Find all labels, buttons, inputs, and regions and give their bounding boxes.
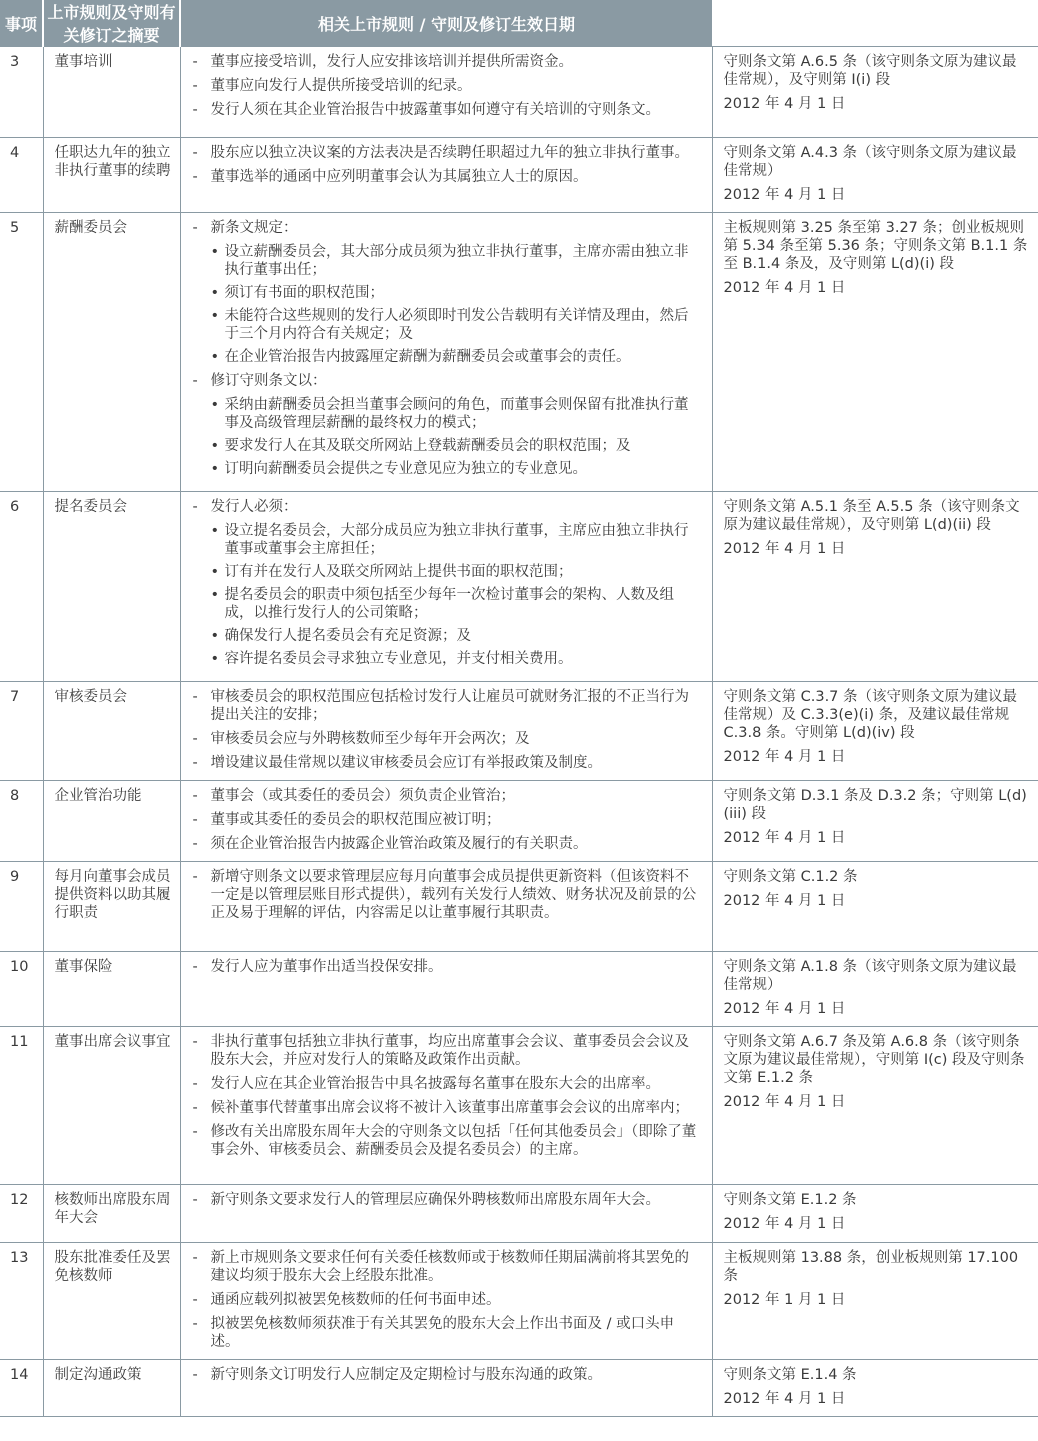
summary-point xyxy=(193,101,702,119)
rule-text: 守则条文第 C.3.7 条（该守则条文原为建议最佳常规）及 C.3.3(e)(i) 条，及建议最佳常规 C.3.8 条。守则第 L(d)(iv) 段 xyxy=(723,689,1018,741)
summary-point xyxy=(193,958,702,976)
summary-list xyxy=(193,688,702,772)
sub-bullet: • 确保发行人提名委员会有充足资源；及 xyxy=(211,627,702,645)
summary-point xyxy=(193,372,702,478)
summary-point xyxy=(193,787,702,805)
summary-point-text: 发行人应在其企业管治报告中具名披露每名董事在股东大会的出席率。 xyxy=(210,1076,660,1092)
rule-text: 守则条文第 E.1.4 条 xyxy=(723,1367,857,1383)
row-summary xyxy=(180,952,712,1027)
effective-date: 2012 年 1 月 1 日 xyxy=(723,1292,846,1308)
effective-date: 2012 年 4 月 1 日 xyxy=(723,187,846,203)
sub-bullet: • 未能符合这些规则的发行人必须即时刊发公告载明有关详情及理由，然后于三个月内符合有关规定；及 xyxy=(211,307,702,343)
summary-point-text: 增设建议最佳常规以建议审核委员会应订有举报政策及制度。 xyxy=(210,755,602,771)
row-number: 4 xyxy=(0,138,43,213)
effective-date: 2012 年 4 月 1 日 xyxy=(723,1094,846,1110)
row-rule xyxy=(712,682,1038,781)
summary-point xyxy=(193,1315,702,1351)
row-number: 14 xyxy=(0,1360,43,1417)
table-row xyxy=(0,138,1038,213)
row-item: 股东批准委任及罢免核数师 xyxy=(43,1243,180,1360)
sub-bullet: • 订明向薪酬委员会提供之专业意见应为独立的专业意见。 xyxy=(211,460,702,478)
effective-date: 2012 年 4 月 1 日 xyxy=(723,1391,846,1407)
sub-bullet-list xyxy=(211,522,702,668)
summary-point-text: 发行人须在其企业管治报告中披露董事如何遵守有关培训的守则条文。 xyxy=(210,102,660,118)
sub-bullet: • 提名委员会的职责中须包括至少每年一次检讨董事会的架构、人数及组成，以推行发行人的公司策略； xyxy=(211,586,702,622)
summary-list xyxy=(193,958,702,976)
table-row xyxy=(0,1185,1038,1243)
row-item: 董事培训 xyxy=(43,47,180,138)
summary-point xyxy=(193,1291,702,1309)
row-number: 9 xyxy=(0,862,43,952)
row-summary xyxy=(180,138,712,213)
row-rule xyxy=(712,781,1038,862)
summary-list xyxy=(193,1249,702,1351)
sub-bullet: • 在企业管治报告内披露厘定薪酬为薪酬委员会或董事会的责任。 xyxy=(211,348,702,366)
summary-list xyxy=(193,868,702,922)
summary-point-text: 修订守则条文以： xyxy=(210,373,327,389)
table-row xyxy=(0,862,1038,952)
rule-text: 主板规则第 13.88 条，创业板规则第 17.100 条 xyxy=(723,1250,1019,1284)
summary-point xyxy=(193,498,702,668)
row-item: 董事出席会议事宜 xyxy=(43,1027,180,1185)
row-number: 3 xyxy=(0,47,43,138)
summary-list xyxy=(193,1033,702,1159)
table-body xyxy=(0,47,1038,1417)
row-number: 7 xyxy=(0,682,43,781)
summary-point-text: 董事应接受培训，发行人应安排该培训并提供所需资金。 xyxy=(210,54,573,70)
row-summary xyxy=(180,1243,712,1360)
rule-text: 守则条文第 E.1.2 条 xyxy=(723,1192,857,1208)
rule-text: 守则条文第 D.3.1 条及 D.3.2 条；守则第 L(d)(iii) 段 xyxy=(723,788,1027,822)
row-item: 薪酬委员会 xyxy=(43,213,180,492)
summary-point-text: 新守则条文要求发行人的管理层应确保外聘核数师出席股东周年大会。 xyxy=(210,1192,660,1208)
row-item: 制定沟通政策 xyxy=(43,1360,180,1417)
table-header-row xyxy=(0,0,1038,47)
row-item: 每月向董事会成员提供资料以助其履行职责 xyxy=(43,862,180,952)
row-rule xyxy=(712,952,1038,1027)
header-rule: 相关上市规则 / 守则及修订生效日期 xyxy=(180,0,712,47)
summary-point-text: 审核委员会应与外聘核数师至少每年开会两次；及 xyxy=(210,731,530,747)
table-row xyxy=(0,492,1038,682)
table-row xyxy=(0,682,1038,781)
sub-bullet: • 须订有书面的职权范围； xyxy=(211,284,702,302)
summary-point-text: 候补董事代替董事出席会议将不被计入该董事出席董事会会议的出席率内； xyxy=(210,1100,689,1116)
row-summary xyxy=(180,1185,712,1243)
summary-list xyxy=(193,1191,702,1209)
summary-point-text: 董事或其委任的委员会的职权范围应被订明； xyxy=(210,812,501,828)
summary-point xyxy=(193,144,702,162)
row-number: 10 xyxy=(0,952,43,1027)
row-rule xyxy=(712,47,1038,138)
summary-point xyxy=(193,1191,702,1209)
summary-list xyxy=(193,53,702,119)
row-item: 核数师出席股东周年大会 xyxy=(43,1185,180,1243)
rule-text: 守则条文第 A.4.3 条（该守则条文原为建议最佳常规） xyxy=(723,145,1017,179)
row-summary xyxy=(180,1360,712,1417)
summary-point xyxy=(193,77,702,95)
row-item: 提名委员会 xyxy=(43,492,180,682)
summary-point-text: 发行人应为董事作出适当投保安排。 xyxy=(210,959,443,975)
row-number: 12 xyxy=(0,1185,43,1243)
summary-point xyxy=(193,811,702,829)
row-item: 任职达九年的独立非执行董事的续聘 xyxy=(43,138,180,213)
summary-point-text: 通函应载列拟被罢免核数师的任何书面申述。 xyxy=(210,1292,501,1308)
row-rule xyxy=(712,1243,1038,1360)
summary-point-text: 拟被罢免核数师须获准于有关其罢免的股东大会上作出书面及 / 或口头申述。 xyxy=(210,1316,675,1350)
summary-point xyxy=(193,219,702,366)
summary-point xyxy=(193,1099,702,1117)
effective-date: 2012 年 4 月 1 日 xyxy=(723,893,846,909)
summary-point xyxy=(193,754,702,772)
rule-text: 守则条文第 A.6.5 条（该守则条文原为建议最佳常规），及守则第 I(i) 段 xyxy=(723,54,1017,88)
summary-list xyxy=(193,787,702,853)
summary-point-text: 新上市规则条文要求任何有关委任核数师或于核数师任期届满前将其罢免的建议均须于股东大会上经股东批准。 xyxy=(210,1250,689,1284)
row-summary xyxy=(180,1027,712,1185)
rule-text: 守则条文第 A.6.7 条及第 A.6.8 条（该守则条文原为建议最佳常规），守则第 I(c) 段及守则条文第 E.1.2 条 xyxy=(723,1034,1025,1086)
table-row xyxy=(0,1360,1038,1417)
row-summary xyxy=(180,682,712,781)
effective-date: 2012 年 4 月 1 日 xyxy=(723,280,846,296)
row-item: 董事保险 xyxy=(43,952,180,1027)
summary-point-text: 修改有关出席股东周年大会的守则条文以包括「任何其他委员会」（即除了董事会外、审核委员会、薪酬委员会及提名委员会）的主席。 xyxy=(210,1124,697,1158)
summary-point-text: 股东应以独立决议案的方法表决是否续聘任职超过九年的独立非执行董事。 xyxy=(210,145,689,161)
summary-point xyxy=(193,1033,702,1069)
row-number: 8 xyxy=(0,781,43,862)
row-rule xyxy=(712,213,1038,492)
summary-point xyxy=(193,1075,702,1093)
sub-bullet: • 要求发行人在其及联交所网站上登载薪酬委员会的职权范围；及 xyxy=(211,437,702,455)
summary-point-text: 董事选举的通函中应列明董事会认为其属独立人士的原因。 xyxy=(210,169,588,185)
sub-bullet-list xyxy=(211,396,702,478)
rule-text: 守则条文第 C.1.2 条 xyxy=(723,869,858,885)
effective-date: 2012 年 4 月 1 日 xyxy=(723,1216,846,1232)
table-row xyxy=(0,47,1038,138)
row-number: 5 xyxy=(0,213,43,492)
summary-point xyxy=(193,688,702,724)
row-rule xyxy=(712,1027,1038,1185)
row-summary xyxy=(180,781,712,862)
row-rule xyxy=(712,492,1038,682)
summary-point-text: 新守则条文订明发行人应制定及定期检讨与股东沟通的政策。 xyxy=(210,1367,602,1383)
effective-date: 2012 年 4 月 1 日 xyxy=(723,1001,846,1017)
summary-list xyxy=(193,144,702,186)
sub-bullet: • 设立薪酬委员会，其大部分成员须为独立非执行董事，主席亦需由独立非执行董事出任； xyxy=(211,243,702,279)
summary-point xyxy=(193,730,702,748)
summary-list xyxy=(193,498,702,668)
table-row xyxy=(0,213,1038,492)
sub-bullet: • 订有并在发行人及联交所网站上提供书面的职权范围； xyxy=(211,563,702,581)
summary-point xyxy=(193,1123,702,1159)
sub-bullet: • 容许提名委员会寻求独立专业意见，并支付相关费用。 xyxy=(211,650,702,668)
row-summary xyxy=(180,492,712,682)
sub-bullet: • 采纳由薪酬委员会担当董事会顾问的角色，而董事会则保留有批准执行董事及高级管理层薪酬的最终权力的模式； xyxy=(211,396,702,432)
summary-point xyxy=(193,1366,702,1384)
summary-point-text: 新增守则条文以要求管理层应每月向董事会成员提供更新资料（但该资料不一定是以管理层账目形式提供），载列有关发行人绩效、财务状况及前景的公正及易于理解的评估，内容需足以让董事履行其职责。 xyxy=(210,869,697,921)
summary-point-text: 发行人必须： xyxy=(210,499,298,515)
row-number: 11 xyxy=(0,1027,43,1185)
header-summary: 上市规则及守则有关修订之摘要 xyxy=(43,0,180,47)
row-item: 审核委员会 xyxy=(43,682,180,781)
rule-text: 主板规则第 3.25 条至第 3.27 条；创业板规则第 5.34 条至第 5.36 条；守则条文第 B.1.1 条至 B.1.4 条及，及守则第 L(d)(i) 段 xyxy=(723,220,1028,272)
sub-bullet-list xyxy=(211,243,702,366)
row-number: 13 xyxy=(0,1243,43,1360)
table-row xyxy=(0,952,1038,1027)
effective-date: 2012 年 4 月 1 日 xyxy=(723,749,846,765)
row-rule xyxy=(712,1360,1038,1417)
summary-point xyxy=(193,53,702,71)
summary-point-text: 董事应向发行人提供所接受培训的纪录。 xyxy=(210,78,472,94)
summary-point xyxy=(193,1249,702,1285)
summary-point-text: 须在企业管治报告内披露企业管治政策及履行的有关职责。 xyxy=(210,836,588,852)
rule-text: 守则条文第 A.5.1 条至 A.5.5 条（该守则条文原为建议最佳常规），及守则第 L(d)(ii) 段 xyxy=(723,499,1020,533)
row-summary xyxy=(180,213,712,492)
summary-point xyxy=(193,868,702,922)
row-rule xyxy=(712,862,1038,952)
header-item: 事项 xyxy=(0,0,43,47)
summary-list xyxy=(193,1366,702,1384)
row-rule xyxy=(712,138,1038,213)
sub-bullet: • 设立提名委员会，大部分成员应为独立非执行董事，主席应由独立非执行董事或董事会主席担任； xyxy=(211,522,702,558)
table-row xyxy=(0,781,1038,862)
summary-point xyxy=(193,835,702,853)
row-item: 企业管治功能 xyxy=(43,781,180,862)
summary-point-text: 非执行董事包括独立非执行董事，均应出席董事会会议、董事委员会会议及股东大会，并应对发行人的策略及政策作出贡献。 xyxy=(210,1034,689,1068)
table-row xyxy=(0,1243,1038,1360)
summary-point-text: 董事会（或其委任的委员会）须负责企业管治； xyxy=(210,788,515,804)
effective-date: 2012 年 4 月 1 日 xyxy=(723,541,846,557)
table-row xyxy=(0,1027,1038,1185)
effective-date: 2012 年 4 月 1 日 xyxy=(723,96,846,112)
row-number: 6 xyxy=(0,492,43,682)
rule-text: 守则条文第 A.1.8 条（该守则条文原为建议最佳常规） xyxy=(723,959,1017,993)
effective-date: 2012 年 4 月 1 日 xyxy=(723,830,846,846)
summary-point xyxy=(193,168,702,186)
summary-list xyxy=(193,219,702,478)
row-rule xyxy=(712,1185,1038,1243)
row-summary xyxy=(180,862,712,952)
row-summary xyxy=(180,47,712,138)
summary-point-text: 新条文规定： xyxy=(210,220,298,236)
summary-point-text: 审核委员会的职权范围应包括检讨发行人让雇员可就财务汇报的不正当行为提出关注的安排； xyxy=(210,689,689,723)
